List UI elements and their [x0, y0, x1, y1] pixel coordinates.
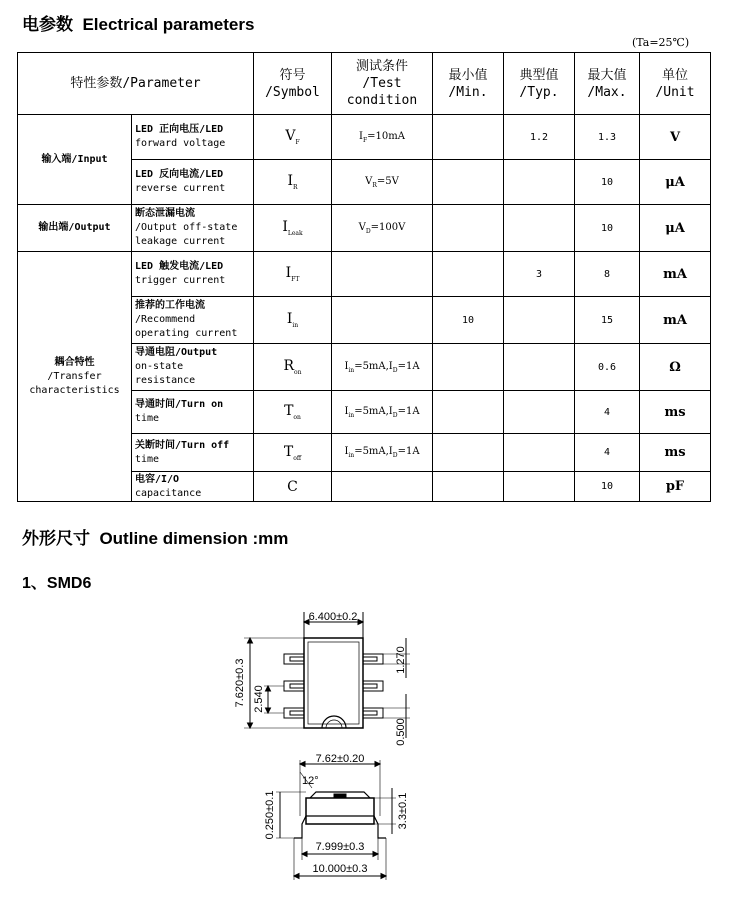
max-cell: 10: [575, 472, 640, 502]
table-row: [18, 115, 711, 160]
param-cell: LED 触发电流/LED trigger current: [132, 252, 254, 297]
dim-overall-width: 10.000±0.3: [312, 863, 368, 875]
electrical-params-table: [17, 52, 711, 502]
unit-cell: μA: [640, 205, 711, 252]
max-cell: 15: [575, 297, 640, 344]
max-cell: 10: [575, 205, 640, 252]
header-typ: 典型值 /Typ.: [504, 53, 575, 115]
max-cell: 4: [575, 434, 640, 472]
min-cell: 10: [433, 297, 504, 344]
outline-title: 外形尺寸 Outline dimension :mm: [22, 529, 289, 548]
param-cell: 关断时间/Turn off time: [132, 434, 254, 472]
unit-cell: mA: [640, 252, 711, 297]
condition-cell: [332, 472, 433, 502]
typ-cell: [504, 472, 575, 502]
condition-cell: $V_D=100V$: [332, 205, 433, 252]
min-cell: [433, 344, 504, 391]
param-cell: 电容/I/O capacitance: [132, 472, 254, 502]
param-cell: 导通电阻/Output on-state resistance: [132, 344, 254, 391]
typ-cell: [504, 434, 575, 472]
unit-cell: mA: [640, 297, 711, 344]
electrical-params-title: 电参数 Electrical parameters: [22, 15, 255, 34]
typ-cell: [504, 391, 575, 434]
dim-body-width: 7.999±0.3: [315, 841, 365, 853]
typ-cell: [504, 297, 575, 344]
condition-cell: [332, 252, 433, 297]
condition-cell: $I_{in}=5mA,I_D=1A$: [332, 434, 433, 472]
typ-cell: 1.2: [504, 115, 575, 160]
dim-pin-width: 0.500: [395, 718, 407, 746]
table-row: [18, 205, 711, 252]
typ-cell: 3: [504, 252, 575, 297]
symbol-cell: $T_{off}$: [254, 434, 332, 472]
symbol-cell: $I_{Leak}$: [254, 205, 332, 252]
min-cell: [433, 205, 504, 252]
header-symbol: 符号 /Symbol: [254, 53, 332, 115]
param-cell: LED 反向电流/LED reverse current: [132, 160, 254, 205]
typ-cell: [504, 160, 575, 205]
param-cell: LED 正向电压/LED forward voltage: [132, 115, 254, 160]
unit-cell: pF: [640, 472, 711, 502]
dim-angle: 12°: [302, 775, 319, 787]
param-cell: 导通时间/Turn on time: [132, 391, 254, 434]
dim-lead-span: 7.62±0.20: [315, 753, 365, 765]
condition-cell: $I_{in}=5mA,I_D=1A$: [332, 391, 433, 434]
symbol-cell: $R_{on}$: [254, 344, 332, 391]
dim-pin-length: 1.270: [395, 646, 407, 674]
condition-cell: $V_R=5V$: [332, 160, 433, 205]
max-cell: 8: [575, 252, 640, 297]
max-cell: 4: [575, 391, 640, 434]
dim-standoff: 0.250±0.1: [264, 790, 276, 840]
header-row: [18, 53, 711, 115]
unit-cell: V: [640, 115, 711, 160]
dim-body-height: 3.3±0.1: [397, 792, 409, 830]
unit-cell: ms: [640, 391, 711, 434]
unit-cell: ms: [640, 434, 711, 472]
unit-cell: μA: [640, 160, 711, 205]
dim-top-width: 6.400±0.2: [308, 611, 358, 623]
group-output: 输出端/Output: [18, 205, 132, 252]
table-row: [18, 252, 711, 297]
condition-cell: [332, 297, 433, 344]
min-cell: [433, 472, 504, 502]
header-test-condition: 测试条件 /Test condition: [332, 53, 433, 115]
param-cell: 推荐的工作电流 /Recommend operating current: [132, 297, 254, 344]
group-transfer: 耦合特性 /Transfer characteristics: [18, 252, 132, 502]
smd6-outline-drawing: [220, 598, 440, 888]
min-cell: [433, 434, 504, 472]
symbol-cell: $T_{on}$: [254, 391, 332, 434]
header-min: 最小值 /Min.: [433, 53, 504, 115]
max-cell: 10: [575, 160, 640, 205]
dim-pitch: 2.540: [253, 685, 265, 713]
dim-total-height: 7.620±0.3: [234, 658, 246, 708]
symbol-cell: $V_F$: [254, 115, 332, 160]
min-cell: [433, 160, 504, 205]
symbol-cell: C: [254, 472, 332, 502]
symbol-cell: $I_{in}$: [254, 297, 332, 344]
header-unit: 单位 /Unit: [640, 53, 711, 115]
typ-cell: [504, 344, 575, 391]
typ-cell: [504, 205, 575, 252]
condition-cell: $I_{in}=5mA,I_D=1A$: [332, 344, 433, 391]
header-max: 最大值 /Max.: [575, 53, 640, 115]
header-parameter: 特性参数/Parameter: [18, 53, 254, 115]
symbol-cell: $I_R$: [254, 160, 332, 205]
min-cell: [433, 391, 504, 434]
package-title: 1、SMD6: [22, 575, 92, 592]
max-cell: 1.3: [575, 115, 640, 160]
symbol-cell: $I_{FT}$: [254, 252, 332, 297]
group-input: 输入端/Input: [18, 115, 132, 205]
ambient-temp-note: (Ta=25℃): [632, 36, 690, 49]
min-cell: [433, 115, 504, 160]
unit-cell: Ω: [640, 344, 711, 391]
param-cell: 断态泄漏电流 /Output off-state leakage current: [132, 205, 254, 252]
max-cell: 0.6: [575, 344, 640, 391]
min-cell: [433, 252, 504, 297]
condition-cell: $I_F=10mA$: [332, 115, 433, 160]
